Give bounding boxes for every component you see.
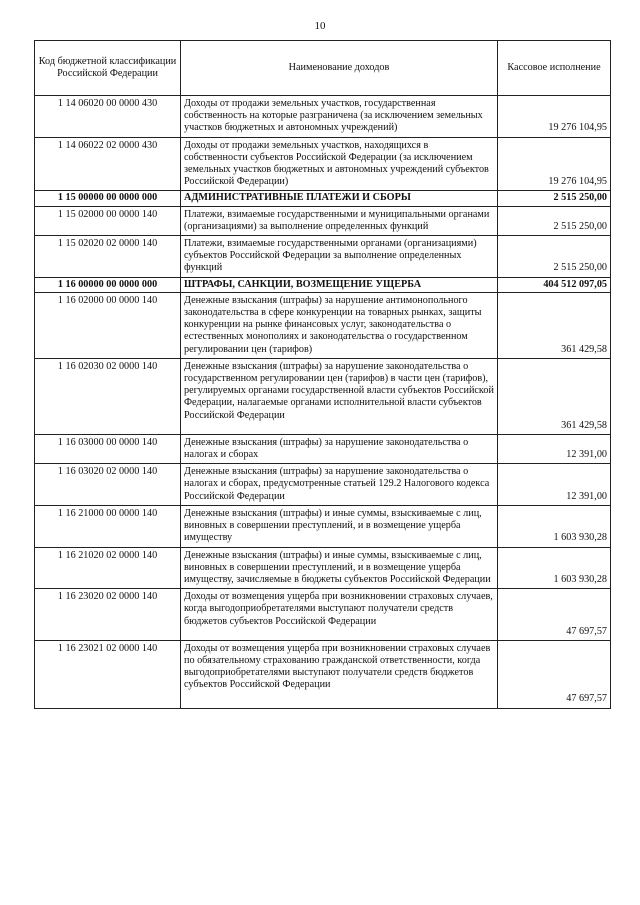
row-amount: 2 515 250,00: [498, 236, 611, 278]
row-amount: 361 429,58: [498, 292, 611, 358]
table-row: [35, 292, 611, 358]
row-amount: 2 515 250,00: [498, 191, 611, 206]
row-code: 1 16 23021 02 0000 140: [35, 640, 181, 708]
row-code: 1 16 03000 00 0000 140: [35, 434, 181, 463]
row-code: 1 16 23020 02 0000 140: [35, 589, 181, 641]
row-code: 1 16 03020 02 0000 140: [35, 464, 181, 506]
row-amount: 1 603 930,28: [498, 547, 611, 589]
row-amount: 1 603 930,28: [498, 505, 611, 547]
table-row: [35, 206, 611, 235]
row-name: Денежные взыскания (штрафы) за нарушение антимонопольного законодательства в сфере конкуренции на товарных рынках, защиты конкуренции на рынке финансовых услуг, законодательства о естественных монополиях и законодательства о государственном регулировании цен (тарифов): [181, 292, 498, 358]
header-name: Наименование доходов: [181, 41, 498, 96]
table-row: [35, 505, 611, 547]
row-name: Денежные взыскания (штрафы) за нарушение законодательства о налогах и сборах: [181, 434, 498, 463]
row-code: 1 14 06020 00 0000 430: [35, 96, 181, 138]
row-name: Доходы от продажи земельных участков, государственная собственность на которые разграничена (за исключением земельных участков бюджетных и автономных учреждений): [181, 96, 498, 138]
row-code: 1 15 00000 00 0000 000: [35, 191, 181, 206]
row-code: 1 15 02020 02 0000 140: [35, 236, 181, 278]
row-code: 1 16 21020 02 0000 140: [35, 547, 181, 589]
row-name: Платежи, взимаемые государственными и муниципальными органами (организациями) за выполнение определенных функций: [181, 206, 498, 235]
row-amount: 19 276 104,95: [498, 137, 611, 191]
row-amount: 12 391,00: [498, 464, 611, 506]
row-amount: 47 697,57: [498, 640, 611, 708]
row-amount: 404 512 097,05: [498, 277, 611, 292]
row-amount: 361 429,58: [498, 358, 611, 434]
table-row: [35, 277, 611, 292]
page-number: 10: [314, 20, 326, 32]
row-name: Денежные взыскания (штрафы) за нарушение законодательства о налогах и сборах, предусмотренные статьей 129.2 Налогового кодекса Российской Федерации: [181, 464, 498, 506]
row-name: Платежи, взимаемые государственными органами (организациями) субъектов Российской Федерации за выполнение определенных функций: [181, 236, 498, 278]
row-code: 1 16 00000 00 0000 000: [35, 277, 181, 292]
row-code: 1 16 02030 02 0000 140: [35, 358, 181, 434]
revenue-table: [34, 40, 611, 709]
table-row: [35, 236, 611, 278]
row-name: Денежные взыскания (штрафы) и иные суммы, взыскиваемые с лиц, виновных в совершении преступлений, и в возмещение ущерба имуществу: [181, 505, 498, 547]
row-amount: 2 515 250,00: [498, 206, 611, 235]
row-name: АДМИНИСТРАТИВНЫЕ ПЛАТЕЖИ И СБОРЫ: [181, 191, 498, 206]
table-row: [35, 137, 611, 191]
row-code: 1 14 06022 02 0000 430: [35, 137, 181, 191]
table-row: [35, 640, 611, 708]
row-amount: 47 697,57: [498, 589, 611, 641]
table-row: [35, 547, 611, 589]
header-code: Код бюджетной классификации Российской Федерации: [35, 41, 181, 96]
table-row: [35, 191, 611, 206]
row-amount: 12 391,00: [498, 434, 611, 463]
header-amount: Кассовое исполнение: [498, 41, 611, 96]
table-row: [35, 96, 611, 138]
row-code: 1 15 02000 00 0000 140: [35, 206, 181, 235]
row-name: Доходы от возмещения ущерба при возникновении страховых случаев по обязательному страхованию гражданской ответственности, когда выгодоприобретателями выступают получатели средств бюджетов субъектов Российской Федерации: [181, 640, 498, 708]
row-name: Денежные взыскания (штрафы) и иные суммы, взыскиваемые с лиц, виновных в совершении преступлений, и в возмещение ущерба имуществу, зачисляемые в бюджеты субъектов Российской Федерации: [181, 547, 498, 589]
table-row: [35, 434, 611, 463]
table-body: [35, 96, 611, 709]
row-code: 1 16 02000 00 0000 140: [35, 292, 181, 358]
row-name: Денежные взыскания (штрафы) за нарушение законодательства о государственном регулировании цен (тарифов) в части цен (тарифов), регулируемых органами государственной власти субъектов Российской Федерации, налагаемые органами исполнительной власти субъектов Российской Федерации: [181, 358, 498, 434]
row-amount: 19 276 104,95: [498, 96, 611, 138]
row-name: Доходы от возмещения ущерба при возникновении страховых случаев, когда выгодоприобретателями выступают получатели средств бюджетов субъектов Российской Федерации: [181, 589, 498, 641]
table-row: [35, 464, 611, 506]
row-name: ШТРАФЫ, САНКЦИИ, ВОЗМЕЩЕНИЕ УЩЕРБА: [181, 277, 498, 292]
row-code: 1 16 21000 00 0000 140: [35, 505, 181, 547]
table-row: [35, 589, 611, 641]
row-name: Доходы от продажи земельных участков, находящихся в собственности субъектов Российской Федерации (за исключением земельных участков бюджетных и автономных учреждений субъектов Российской Федерации): [181, 137, 498, 191]
table-header-row: [35, 41, 611, 96]
table-row: [35, 358, 611, 434]
